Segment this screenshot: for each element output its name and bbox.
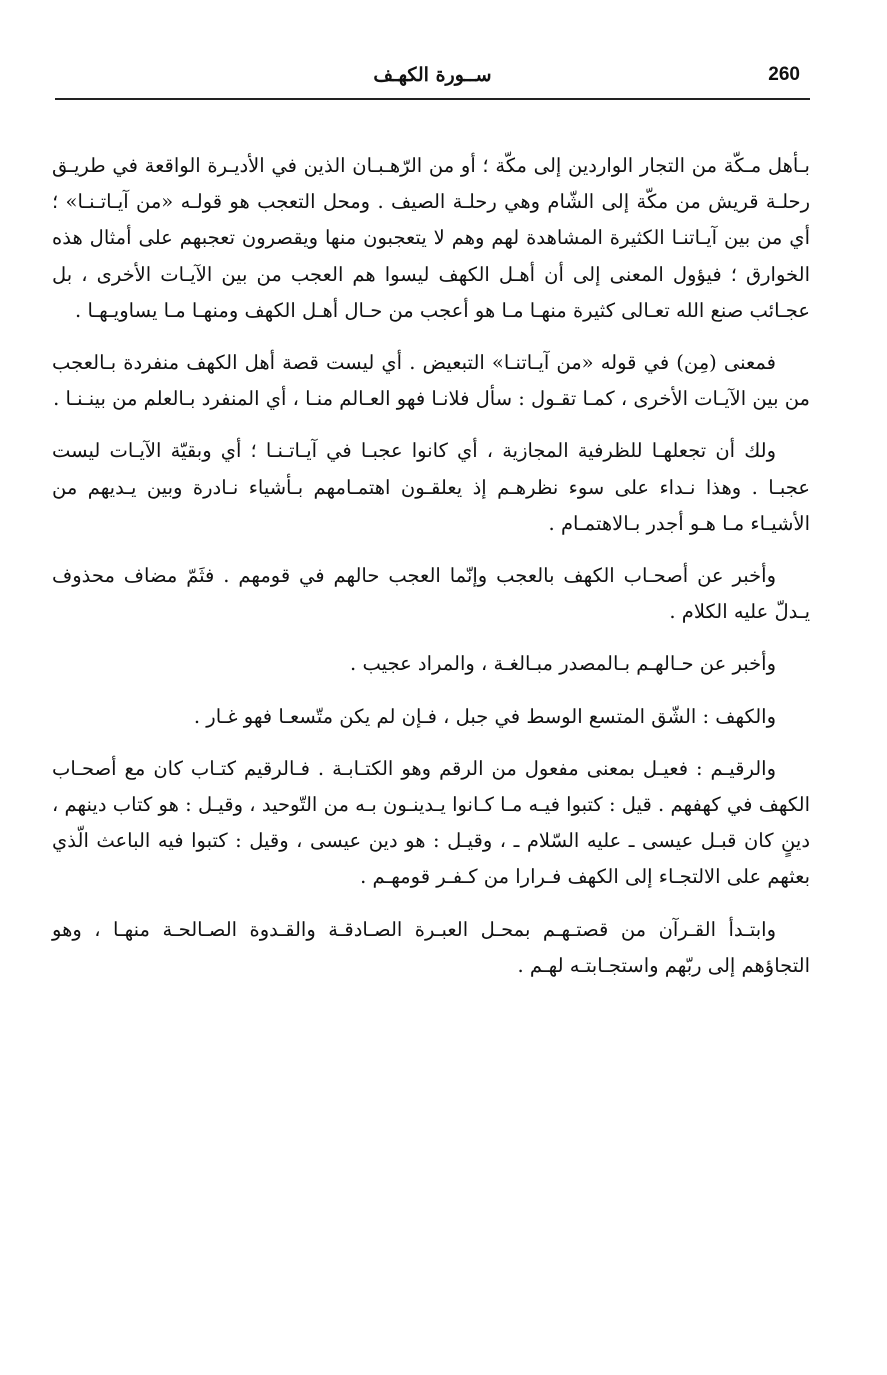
- page-header: [55, 62, 810, 98]
- paragraph: فمعنى (مِن) في قوله «من آيـاتنـا» التبعيض . أي ليست قصة أهل الكهف منفردة بـالعجب من بين الآيـات الأخرى ، كمـا تقـول : سأل فلانـا فهو العـالم منـا ، أي المنفرد بـالعلم من بينـنـا .: [52, 351, 810, 411]
- body-text: [52, 148, 810, 1000]
- paragraph: والكهف : الشّق المتسع الوسط في جبل ، فـإن لم يكن متّسعـا فهو غـار .: [193, 704, 776, 728]
- paragraph: بـأهل مـكّة من التجار الواردين إلى مكّة ؛ أو من الرّهـبـان الذين في الأديـرة الواقعة في طريـق رحلـة قريش من مكّة إلى الشّام وهي رحلـة الصيف . ومحل التعجب هو قولـه «من آيـاتـنـا» ؛ أي من بين آيـاتنـا الكثيرة المشاهدة لهم وهم لا يتعجبون منها ويقصرون تعجبهم على أمثال هذه الخوارق ؛ فيؤول المعنى إلى أن أهـل الكهف ليسوا هم العجب من بين الآيـات الأخرى ، بل عجـائب صنع الله تعـالى كثيرة منهـا مـا هو أعجب من حـال أهـل الكهف ومنهـا مـا يساويـهـا .: [52, 154, 810, 322]
- running-title: ســورة الكهـف: [373, 64, 492, 86]
- paragraph: ولك أن تجعلهـا للظرفية المجازية ، أي كانوا عجبـا في آيـاتـنـا ؛ أي وبقيّة الآيـات ليست عجبـا . وهذا نـداء على سوء نظرهـم إذ يعلقـون اهتمـامهم بـأشياء نـادرة وبين يـديهم من الأشيـاء مـا هـو أجدر بـالاهتمـام .: [52, 439, 810, 535]
- paragraph: والرقيـم : فعيـل بمعنى مفعول من الرقم وهو الكتـابـة . فـالرقيم كتـاب كان مع أصحـاب الكهف في كهفهم . قيل : كتبوا فيـه مـا كـانوا يـدينـون بـه من التّوحيد ، وقيـل : هو كتاب دينهم ، دينٍ كان قبـل عيسى ـ عليه السّلام ـ ، وقيـل : هو دين عيسى ، وقيل : كتبوا فيه الباعث الّذي بعثهم على الالتجـاء إلى الكهف فـرارا من كـفـر قومهـم .: [52, 756, 810, 889]
- page-number: 260: [768, 64, 800, 85]
- paragraph: وأخبر عن أصحـاب الكهف بالعجب وإنّما العجب حالهم في قومهم . فثَمّ مضاف محذوف يـدلّ عليه الكلام .: [52, 564, 810, 624]
- paragraph: وابتـدأ القـرآن من قصتـهـم بمحـل العبـرة الصـادقـة والقـدوة الصـالحـة منهـا ، وهو التجاؤهم إلى ربّهم واستجـابتـه لهـم .: [52, 917, 810, 977]
- paragraph: وأخبر عن حـالهـم بـالمصدر مبـالغـة ، والمراد عجيب .: [350, 652, 776, 676]
- header-divider: [55, 98, 810, 100]
